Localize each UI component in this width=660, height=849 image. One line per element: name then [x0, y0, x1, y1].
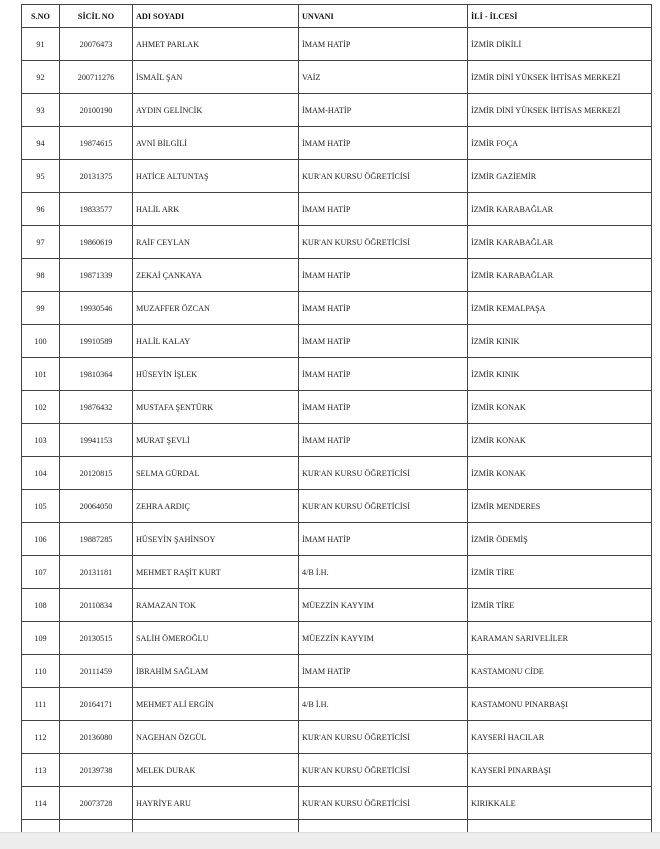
- cell-il-ilce: KAYSERİ PINARBAŞI: [468, 754, 652, 787]
- cell-sno: 95: [22, 160, 60, 193]
- cell-unvan: KUR'AN KURSU ÖĞRETİCİSİ: [299, 721, 468, 754]
- cell-il-ilce: İZMİR TİRE: [468, 589, 652, 622]
- cell-unvan: 4/B İ.H.: [299, 688, 468, 721]
- cell-empty: [60, 820, 133, 833]
- table-row: [22, 28, 652, 61]
- cell-sno: 108: [22, 589, 60, 622]
- cell-sicil-no: 20110834: [60, 589, 133, 622]
- cell-sicil-no: 19860619: [60, 226, 133, 259]
- cell-il-ilce: İZMİR DİNİ YÜKSEK İHTİSAS MERKEZİ: [468, 94, 652, 127]
- cell-sno: 111: [22, 688, 60, 721]
- cell-sno: 105: [22, 490, 60, 523]
- cell-il-ilce: İZMİR TİRE: [468, 556, 652, 589]
- header-name: ADI SOYADI: [133, 5, 299, 28]
- cell-unvan: İMAM-HATİP: [299, 94, 468, 127]
- table-row: [22, 325, 652, 358]
- cell-il-ilce: İZMİR FOÇA: [468, 127, 652, 160]
- cell-sicil-no: 19910589: [60, 325, 133, 358]
- cell-unvan: İMAM HATİP: [299, 424, 468, 457]
- cell-name: AVNİ BİLGİLİ: [133, 127, 299, 160]
- cell-sicil-no: 20130515: [60, 622, 133, 655]
- cell-sicil-no: 20100190: [60, 94, 133, 127]
- cell-unvan: İMAM HATİP: [299, 325, 468, 358]
- cell-sno: 112: [22, 721, 60, 754]
- cell-sicil-no: 20064050: [60, 490, 133, 523]
- cell-name: MUZAFFER ÖZCAN: [133, 292, 299, 325]
- cell-sno: 114: [22, 787, 60, 820]
- cell-name: HALİL ARK: [133, 193, 299, 226]
- cell-name: RAMAZAN TOK: [133, 589, 299, 622]
- cell-empty: [22, 820, 60, 833]
- cell-unvan: İMAM HATİP: [299, 523, 468, 556]
- cell-unvan: İMAM HATİP: [299, 259, 468, 292]
- table-row: [22, 127, 652, 160]
- cell-name: ZEHRA ARDIÇ: [133, 490, 299, 523]
- header-sno: S.NO: [22, 5, 60, 28]
- cell-sicil-no: 20139738: [60, 754, 133, 787]
- table-row: [22, 622, 652, 655]
- table-row: [22, 721, 652, 754]
- cell-il-ilce: İZMİR MENDERES: [468, 490, 652, 523]
- table-row: [22, 226, 652, 259]
- table-row: [22, 391, 652, 424]
- cell-sno: 100: [22, 325, 60, 358]
- table-row: [22, 556, 652, 589]
- table-row: [22, 292, 652, 325]
- cell-sno: 99: [22, 292, 60, 325]
- cell-sicil-no: 20073728: [60, 787, 133, 820]
- table-row: [22, 490, 652, 523]
- cell-sicil-no: 20131181: [60, 556, 133, 589]
- cell-il-ilce: KIRIKKALE: [468, 787, 652, 820]
- cell-il-ilce: İZMİR KEMALPAŞA: [468, 292, 652, 325]
- personnel-table: [21, 4, 652, 832]
- table-row: [22, 787, 652, 820]
- cell-il-ilce: İZMİR DİNİ YÜKSEK İHTİSAS MERKEZİ: [468, 61, 652, 94]
- cell-sicil-no: 19887285: [60, 523, 133, 556]
- cell-name: NAGEHAN ÖZGÜL: [133, 721, 299, 754]
- cell-sno: 104: [22, 457, 60, 490]
- cell-il-ilce: İZMİR KONAK: [468, 391, 652, 424]
- cell-sno: 110: [22, 655, 60, 688]
- cell-il-ilce: İZMİR ÖDEMİŞ: [468, 523, 652, 556]
- cell-il-ilce: KAYSERİ HACILAR: [468, 721, 652, 754]
- cell-sicil-no: 20164171: [60, 688, 133, 721]
- cell-il-ilce: İZMİR GAZİEMİR: [468, 160, 652, 193]
- cell-sno: 106: [22, 523, 60, 556]
- table-row: [22, 655, 652, 688]
- cell-name: AHMET PARLAK: [133, 28, 299, 61]
- cell-name: MELEK DURAK: [133, 754, 299, 787]
- table-row: [22, 424, 652, 457]
- cell-unvan: İMAM HATİP: [299, 292, 468, 325]
- table-row: [22, 259, 652, 292]
- cell-name: RAİF CEYLAN: [133, 226, 299, 259]
- cell-il-ilce: KASTAMONU PINARBAŞI: [468, 688, 652, 721]
- cell-unvan: VAİZ: [299, 61, 468, 94]
- cell-empty: [468, 820, 652, 833]
- table-row: [22, 358, 652, 391]
- cell-name: HÜSEYİN İŞLEK: [133, 358, 299, 391]
- cell-name: SALİH ÖMEROĞLU: [133, 622, 299, 655]
- table-header-row: [22, 5, 652, 28]
- cell-sicil-no: 20131375: [60, 160, 133, 193]
- cell-empty: [299, 820, 468, 833]
- cell-unvan: KUR'AN KURSU ÖĞRETİCİSİ: [299, 754, 468, 787]
- cell-name: HATİCE ALTUNTAŞ: [133, 160, 299, 193]
- cell-sicil-no: 19810364: [60, 358, 133, 391]
- table-row: [22, 457, 652, 490]
- cell-sno: 113: [22, 754, 60, 787]
- cell-sno: 103: [22, 424, 60, 457]
- cell-unvan: KUR'AN KURSU ÖĞRETİCİSİ: [299, 490, 468, 523]
- cell-il-ilce: İZMİR KINIK: [468, 358, 652, 391]
- cell-name: MEHMET RAŞİT KURT: [133, 556, 299, 589]
- cell-il-ilce: İZMİR KONAK: [468, 424, 652, 457]
- cell-name: MURAT ŞEVLİ: [133, 424, 299, 457]
- cell-unvan: KUR'AN KURSU ÖĞRETİCİSİ: [299, 787, 468, 820]
- cell-sicil-no: 20076473: [60, 28, 133, 61]
- table-row-partial: [22, 820, 652, 833]
- cell-sno: 93: [22, 94, 60, 127]
- table-body: [22, 28, 652, 833]
- cell-name: SELMA GÜRDAL: [133, 457, 299, 490]
- cell-sno: 91: [22, 28, 60, 61]
- cell-il-ilce: İZMİR KONAK: [468, 457, 652, 490]
- cell-sicil-no: 19874615: [60, 127, 133, 160]
- cell-unvan: KUR'AN KURSU ÖĞRETİCİSİ: [299, 160, 468, 193]
- cell-sicil-no: 19871339: [60, 259, 133, 292]
- table-row: [22, 589, 652, 622]
- cell-sno: 109: [22, 622, 60, 655]
- table-row: [22, 523, 652, 556]
- viewer-bottom-bar: [0, 832, 660, 849]
- cell-unvan: İMAM HATİP: [299, 655, 468, 688]
- table-row: [22, 94, 652, 127]
- table-row: [22, 61, 652, 94]
- cell-sno: 102: [22, 391, 60, 424]
- cell-name: HÜSEYİN ŞAHİNSOY: [133, 523, 299, 556]
- cell-unvan: İMAM HATİP: [299, 127, 468, 160]
- header-sicil-no: SİCİL NO: [60, 5, 133, 28]
- cell-name: ZEKAİ ÇANKAYA: [133, 259, 299, 292]
- cell-name: MEHMET ALİ ERGİN: [133, 688, 299, 721]
- cell-sno: 107: [22, 556, 60, 589]
- table-row: [22, 193, 652, 226]
- table-row: [22, 160, 652, 193]
- cell-sicil-no: 19930546: [60, 292, 133, 325]
- cell-sno: 92: [22, 61, 60, 94]
- table-row: [22, 688, 652, 721]
- cell-sicil-no: 19833577: [60, 193, 133, 226]
- table-row: [22, 754, 652, 787]
- cell-il-ilce: İZMİR KARABAĞLAR: [468, 193, 652, 226]
- cell-unvan: KUR'AN KURSU ÖĞRETİCİSİ: [299, 226, 468, 259]
- cell-sicil-no: 20136080: [60, 721, 133, 754]
- cell-unvan: MÜEZZİN KAYYIM: [299, 622, 468, 655]
- cell-sicil-no: 19941153: [60, 424, 133, 457]
- cell-unvan: İMAM HATİP: [299, 358, 468, 391]
- cell-il-ilce: İZMİR DİKİLİ: [468, 28, 652, 61]
- cell-sno: 97: [22, 226, 60, 259]
- cell-unvan: İMAM HATİP: [299, 391, 468, 424]
- cell-unvan: İMAM HATİP: [299, 28, 468, 61]
- cell-il-ilce: İZMİR KARABAĞLAR: [468, 259, 652, 292]
- cell-il-ilce: İZMİR KINIK: [468, 325, 652, 358]
- cell-name: HALİL KALAY: [133, 325, 299, 358]
- cell-name: MUSTAFA ŞENTÜRK: [133, 391, 299, 424]
- cell-il-ilce: KASTAMONU CİDE: [468, 655, 652, 688]
- cell-sno: 94: [22, 127, 60, 160]
- cell-name: İSMAİL ŞAN: [133, 61, 299, 94]
- cell-name: HAYRİYE ARU: [133, 787, 299, 820]
- cell-sno: 98: [22, 259, 60, 292]
- cell-sno: 101: [22, 358, 60, 391]
- header-il-ilce: İLİ - İLCESİ: [468, 5, 652, 28]
- cell-unvan: KUR'AN KURSU ÖĞRETİCİSİ: [299, 457, 468, 490]
- cell-sicil-no: 20120815: [60, 457, 133, 490]
- cell-unvan: 4/B İ.H.: [299, 556, 468, 589]
- cell-sno: 96: [22, 193, 60, 226]
- cell-name: İBRAHİM SAĞLAM: [133, 655, 299, 688]
- cell-il-ilce: KARAMAN SARIVELİLER: [468, 622, 652, 655]
- cell-unvan: İMAM HATİP: [299, 193, 468, 226]
- header-unvan: UNVANI: [299, 5, 468, 28]
- cell-sicil-no: 19876432: [60, 391, 133, 424]
- cell-empty: [133, 820, 299, 833]
- cell-il-ilce: İZMİR KARABAĞLAR: [468, 226, 652, 259]
- cell-name: AYDIN GELİNCİK: [133, 94, 299, 127]
- cell-sicil-no: 20111459: [60, 655, 133, 688]
- cell-unvan: MÜEZZİN KAYYIM: [299, 589, 468, 622]
- cell-sicil-no: 200711276: [60, 61, 133, 94]
